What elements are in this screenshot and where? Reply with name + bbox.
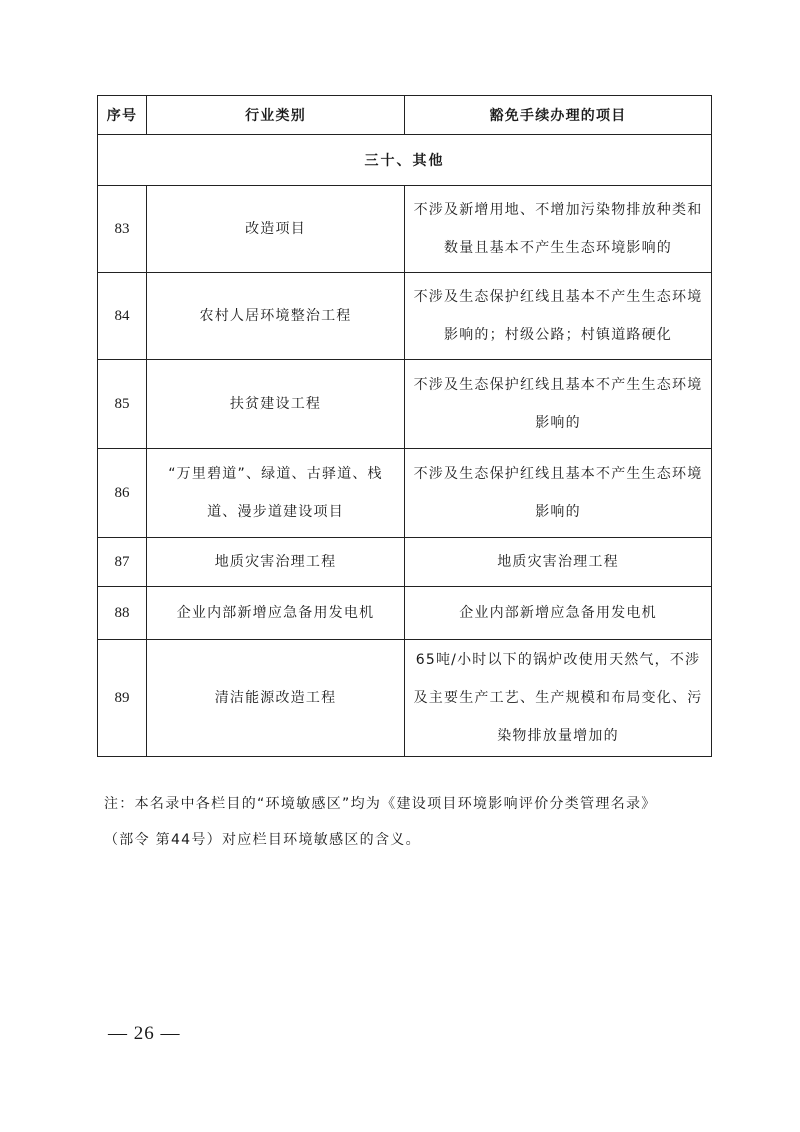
- table-row: [98, 587, 712, 640]
- section-title: 三十、其他: [98, 135, 712, 186]
- row-number: 88: [98, 587, 147, 640]
- row-category: 企业内部新增应急备用发电机: [147, 587, 405, 640]
- row-category: 农村人居环境整治工程: [147, 273, 405, 360]
- row-number: 84: [98, 273, 147, 360]
- row-exempt-project: 不涉及生态保护红线且基本不产生生态环境影响的；村级公路；村镇道路硬化: [405, 273, 712, 360]
- row-number: 89: [98, 640, 147, 757]
- header-exempt-projects: 豁免手续办理的项目: [405, 96, 712, 135]
- row-exempt-project: 地质灾害治理工程: [405, 538, 712, 587]
- table-row: [98, 449, 712, 538]
- row-category: 改造项目: [147, 186, 405, 273]
- table-row: [98, 360, 712, 449]
- footnote: [104, 786, 714, 858]
- row-number: 83: [98, 186, 147, 273]
- row-exempt-project: 企业内部新增应急备用发电机: [405, 587, 712, 640]
- row-exempt-project: 不涉及生态保护红线且基本不产生生态环境影响的: [405, 360, 712, 449]
- row-number: 87: [98, 538, 147, 587]
- table-row: [98, 186, 712, 273]
- page-number: — 26 —: [108, 1023, 181, 1044]
- section-row: [98, 135, 712, 186]
- header-category: 行业类别: [147, 96, 405, 135]
- row-category: 清洁能源改造工程: [147, 640, 405, 757]
- table-row: [98, 640, 712, 757]
- row-exempt-project: 不涉及新增用地、不增加污染物排放种类和数量且基本不产生生态环境影响的: [405, 186, 712, 273]
- row-number: 85: [98, 360, 147, 449]
- footnote-line-1: 注：本名录中各栏目的“环境敏感区”均为《建设项目环境影响评价分类管理名录》: [104, 796, 657, 812]
- table-row: [98, 273, 712, 360]
- table-header-row: [98, 96, 712, 135]
- row-category: 地质灾害治理工程: [147, 538, 405, 587]
- table-row: [98, 538, 712, 587]
- exemption-table: [97, 95, 712, 757]
- row-category: 扶贫建设工程: [147, 360, 405, 449]
- row-number: 86: [98, 449, 147, 538]
- header-no: 序号: [98, 96, 147, 135]
- row-exempt-project: 不涉及生态保护红线且基本不产生生态环境影响的: [405, 449, 712, 538]
- footnote-line-2: （部令 第44号）对应栏目环境敏感区的含义。: [104, 832, 421, 848]
- row-category: “万里碧道”、绿道、古驿道、栈道、漫步道建设项目: [147, 449, 405, 538]
- row-exempt-project: 65吨/小时以下的锅炉改使用天然气，不涉及主要生产工艺、生产规模和布局变化、污染物排放量增加的: [405, 640, 712, 757]
